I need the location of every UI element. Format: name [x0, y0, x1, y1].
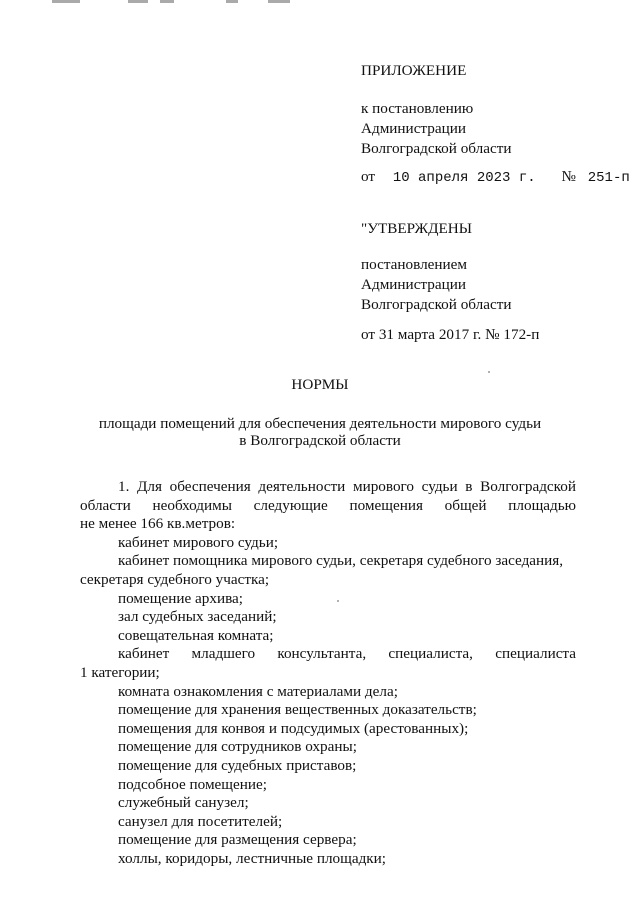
- appendix-ref-date: 10 апреля 2023 г.: [392, 170, 536, 186]
- appendix-line: Администрации: [361, 120, 466, 137]
- list-item: помещение для судебных приставов;: [118, 756, 357, 774]
- list-item: помещение для размещения сервера;: [118, 831, 357, 849]
- list-item: совещательная комната;: [118, 626, 274, 644]
- list-item: помещение для хранения вещественных доказательств;: [118, 701, 477, 719]
- paragraph-line: не менее 166 кв.метров:: [80, 515, 236, 533]
- list-item: помещения для конвоя и подсудимых (арестованных);: [118, 719, 469, 737]
- approved-line: Администрации: [361, 276, 466, 293]
- list-item: кабинет помощника мирового судьи, секретаря судебного заседания,: [118, 552, 564, 570]
- appendix-ref-num-label: №: [561, 168, 576, 185]
- list-item: помещение для сотрудников охраны;: [118, 738, 357, 756]
- list-item: помещение архива;: [118, 589, 243, 607]
- appendix-line: Волгоградской области: [361, 140, 512, 157]
- scan-top-marks: [0, 0, 640, 6]
- paragraph-line: области необходимы следующие помещения общей площадью: [80, 496, 576, 514]
- scan-speck: [488, 371, 490, 373]
- approved-line: постановлением: [361, 256, 468, 273]
- list-item-continuation: 1 категории;: [80, 663, 160, 681]
- appendix-lines: [361, 99, 511, 159]
- appendix-block: [361, 61, 466, 81]
- list-item: санузел для посетителей;: [118, 812, 283, 830]
- approved-lines: [361, 255, 511, 315]
- list-item: холлы, коридоры, лестничные площадки;: [118, 849, 387, 867]
- approved-line: Волгоградской области: [361, 296, 512, 313]
- approved-block: [361, 219, 472, 239]
- appendix-ref: [361, 167, 630, 188]
- heading-title: НОРМЫ: [291, 376, 349, 393]
- list-item-continuation: секретаря судебного участка;: [80, 570, 270, 588]
- appendix-ref-prefix: от: [361, 168, 376, 185]
- approved-title: "УТВЕРЖДЕНЫ: [361, 220, 473, 237]
- paragraph-line: 1. Для обеспечения деятельности мирового судьи в Волгоградской: [118, 478, 576, 495]
- appendix-line: к постановлению: [361, 100, 474, 117]
- list-item: кабинет младшего консультанта, специалиста, специалиста: [118, 645, 576, 663]
- norms-body: [80, 478, 576, 868]
- list-item: подсобное помещение;: [118, 775, 267, 793]
- heading-subtitle-line: в Волгоградской области: [239, 432, 401, 449]
- list-item: зал судебных заседаний;: [118, 608, 277, 626]
- scan-speck: [337, 600, 339, 602]
- list-item: кабинет мирового судьи;: [118, 533, 279, 551]
- approved-ref: от 31 марта 2017 г. № 172-п: [361, 326, 540, 343]
- appendix-ref-num: 251-п: [587, 170, 630, 186]
- list-item: комната ознакомления с материалами дела;: [118, 682, 398, 700]
- appendix-title: ПРИЛОЖЕНИЕ: [361, 62, 467, 79]
- heading-subtitle-line: площади помещений для обеспечения деятельности мирового судьи: [98, 415, 542, 432]
- list-item: служебный санузел;: [118, 794, 249, 812]
